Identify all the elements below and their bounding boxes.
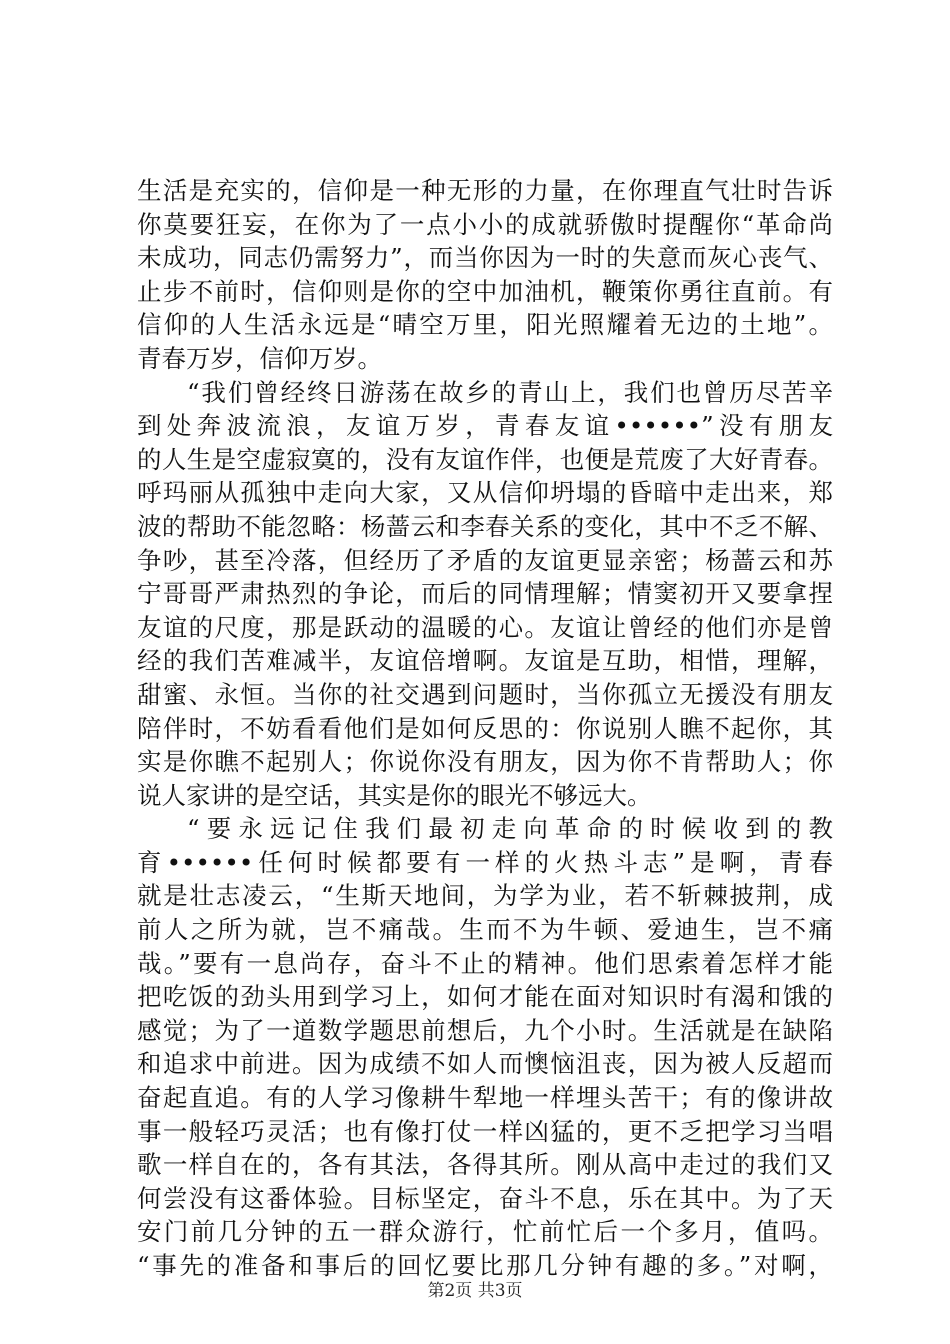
text-line: 波的帮助不能忽略：杨蔷云和李春关系的变化，其中不乏不解、: [137, 511, 833, 541]
text-line: 经的我们苦难减半，友谊倍增啊。友谊是互助，相惜，理解，: [137, 646, 833, 676]
text-line: 呼玛丽从孤独中走向大家，又从信仰坍塌的昏暗中走出来，郑: [137, 478, 833, 508]
text-line: 哉。”要有一息尚存，奋斗不止的精神。他们思索着怎样才能: [137, 948, 833, 978]
text-line: 前人之所为就，岂不痛哉。生而不为牛顿、爱迪生，岂不痛: [137, 915, 833, 945]
text-line: 安门前几分钟的五一群众游行，忙前忙后一个多月，值吗。: [137, 1217, 833, 1247]
text-line: 你莫要狂妄，在你为了一点小小的成就骄傲时提醒你“革命尚: [137, 209, 833, 239]
text-line: 争吵，甚至冷落，但经历了矛盾的友谊更显亲密；杨蔷云和苏: [137, 545, 833, 575]
text-line: 友谊的尺度，那是跃动的温暖的心。友谊让曾经的他们亦是曾: [137, 612, 833, 642]
paragraph-start-line: “我们曾经终日游荡在故乡的青山上，我们也曾历尽苦辛: [187, 377, 833, 407]
text-line: “事先的准备和事后的回忆要比那几分钟有趣的多。”对啊，: [137, 1251, 833, 1280]
text-line: 到处奔波流浪，友谊万岁，青春友谊••••••”没有朋友: [137, 411, 833, 441]
document-body: [137, 174, 833, 1283]
text-line: 说人家讲的是空话，其实是你的眼光不够远大。: [137, 780, 652, 810]
text-line: 奋起直追。有的人学习像耕牛犁地一样埋头苦干；有的像讲故: [137, 1083, 833, 1113]
text-line: 和追求中前进。因为成绩不如人而懊恼沮丧，因为被人反超而: [137, 1049, 833, 1079]
text-line: 把吃饭的劲头用到学习上，如何才能在面对知识时有渴和饿的: [137, 982, 833, 1012]
text-line: 陪伴时，不妨看看他们是如何反思的：你说别人瞧不起你，其: [137, 713, 833, 743]
text-line: 歌一样自在的，各有其法，各得其所。刚从高中走过的我们又: [137, 1150, 833, 1180]
text-line: 何尝没有这番体验。目标坚定，奋斗不息，乐在其中。为了天: [137, 1183, 833, 1213]
text-line: 事一般轻巧灵活；也有像打仗一样凶猛的，更不乏把学习当唱: [137, 1116, 833, 1146]
text-line: 止步不前时，信仰则是你的空中加油机，鞭策你勇往直前。有: [137, 276, 833, 306]
text-line: 青春万岁，信仰万岁。: [137, 343, 382, 373]
paragraph-start-line: “要永远记住我们最初走向革命的时候收到的教: [187, 814, 833, 844]
text-line: 实是你瞧不起别人；你说你没有朋友，因为你不肯帮助人；你: [137, 747, 833, 777]
text-line: 就是壮志凌云，“生斯天地间，为学为业，若不斩棘披荆，成: [137, 881, 833, 911]
text-line: 未成功，同志仍需努力”，而当你因为一时的失意而灰心丧气、: [137, 243, 833, 273]
text-line: 感觉；为了一道数学题思前想后，九个小时。生活就是在缺陷: [137, 1015, 833, 1045]
text-line: 的人生是空虚寂寞的，没有友谊作伴，也便是荒废了大好青春。: [137, 444, 833, 474]
page-number-footer: 第2页 共3页: [427, 1281, 523, 1301]
text-line: 宁哥哥严肃热烈的争论，而后的同情理解；情窦初开又要拿捏: [137, 579, 833, 609]
text-line: 信仰的人生活永远是“晴空万里，阳光照耀着无边的土地”。: [137, 310, 833, 340]
text-line: 生活是充实的，信仰是一种无形的力量，在你理直气壮时告诉: [137, 176, 833, 205]
text-line: 甜蜜、永恒。当你的社交遇到问题时，当你孤立无援没有朋友: [137, 679, 833, 709]
text-line: 育••••••任何时候都要有一样的火热斗志”是啊，青春: [137, 847, 833, 877]
